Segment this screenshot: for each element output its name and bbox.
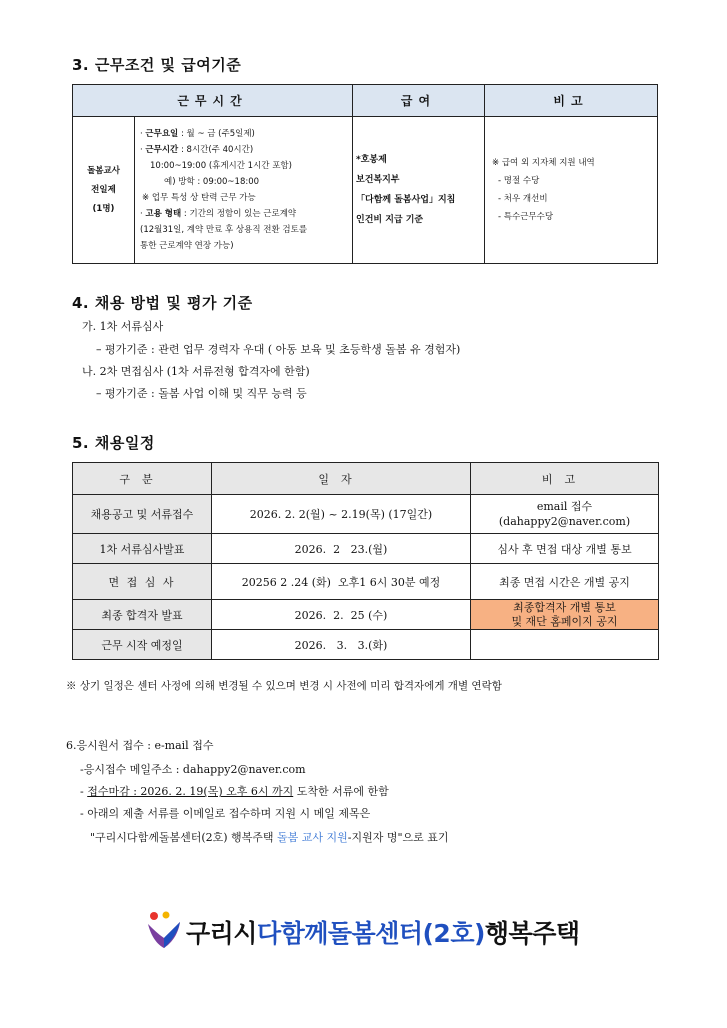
row-label: 1차 서류심사발표: [73, 534, 212, 564]
row-note-highlight: [471, 600, 659, 630]
vacation-hours: 예) 방학 : 09:00~18:00: [164, 177, 260, 187]
employment-label: 고용 형태: [145, 209, 182, 219]
header-remark: 비고: [471, 463, 659, 495]
role-type: 전일제: [91, 184, 116, 195]
note-line: - 처우 개선비: [498, 194, 548, 204]
row-note: 최종 면접 시간은 개별 공지: [471, 564, 659, 600]
title-format-part2: -지원자 명"으로 표기: [347, 831, 449, 844]
note-cell: [485, 117, 658, 264]
workdays-value: : 월 ~ 금 (주5일제): [178, 129, 255, 139]
title-format-highlight: 돌봄 교사 지원: [277, 831, 348, 844]
schedule-table: [72, 462, 659, 660]
eval-step-1-criteria: – 평가기준 : 관련 업무 경력자 우대 ( 아동 보육 및 초등학생 돌봄 유 경험자): [96, 343, 461, 356]
row-date: 20256 2 .24 (화) 오후1 6시 30분 예정: [212, 564, 471, 600]
workdays-line: · 근무요일 : 월 ~ 금 (주5일제): [140, 129, 255, 139]
table-row: [73, 117, 658, 264]
row-note: [471, 495, 659, 534]
logo-text: [186, 914, 580, 950]
email-address-line: -응시접수 메일주소 : dahappy2@naver.com: [80, 763, 306, 776]
row-date: 2026. 3. 3.(화): [212, 630, 471, 660]
flex-note: ※ 업무 특성 상 탄력 근무 가능: [142, 193, 256, 203]
table-header-row: [73, 463, 659, 495]
note-line-2: (dahappy2@naver.com): [498, 515, 631, 528]
table-row: [73, 534, 659, 564]
row-label: 채용공고 및 서류접수: [73, 495, 212, 534]
table-header-row: [73, 85, 658, 117]
logo-text-city: 구리시: [186, 919, 257, 948]
header-note: 비고: [485, 85, 658, 117]
note-line: - 특수근무수당: [498, 212, 554, 222]
pay-line: 보건복지부: [356, 175, 400, 185]
eval-step-1: 가. 1차 서류심사: [82, 320, 164, 333]
employment-line: · 고용 형태 : 기간의 정함이 있는 근로계약: [140, 209, 297, 219]
row-date: 2026. 2. 2(월) ~ 2.19(목) (17일간): [212, 495, 471, 534]
note-line: - 명절 수당: [498, 176, 540, 186]
work-conditions-table: [72, 84, 658, 264]
eval-step-2-criteria: – 평가기준 : 돌봄 사업 이해 및 직무 능력 등: [96, 387, 307, 400]
workdays-label: 근무요일: [145, 129, 179, 139]
employment-value: : 기간의 정함이 있는 근로계약: [181, 209, 297, 219]
table-row: [73, 564, 659, 600]
deadline-suffix: 도착한 서류에 한함: [293, 785, 389, 798]
work-hours-cell: [135, 117, 353, 264]
title-format-part1: "구리시다함께돌봄센터(2호) 행복주택: [90, 831, 278, 844]
pay-cell: [353, 117, 485, 264]
row-label: 근무 시작 예정일: [73, 630, 212, 660]
logo-heart-mark: [144, 910, 184, 950]
header-date: 일자: [212, 463, 471, 495]
pay-line: *호봉제: [356, 155, 387, 165]
note-line-2: 및 재단 홈페이지 공지: [511, 614, 618, 628]
table-row: [73, 600, 659, 630]
logo-text-housing: 행복주택: [484, 919, 580, 948]
section3-heading: 3. 근무조건 및 급여기준: [72, 56, 242, 74]
section5-heading: 5. 채용일정: [72, 434, 155, 452]
logo-text-center: 다함께돌봄센터(2호): [256, 919, 485, 948]
row-note-empty: [471, 630, 659, 660]
workhours-label: 근무시간: [145, 145, 179, 155]
note-line: ※ 급여 외 지자체 지원 내역: [492, 158, 595, 168]
row-note: 심사 후 면접 대상 개별 통보: [471, 534, 659, 564]
pay-line: 「다함께 돌봄사업」지침: [356, 195, 456, 205]
section4-heading: 4. 채용 방법 및 평가 기준: [72, 294, 253, 312]
row-label: 최종 합격자 발표: [73, 600, 212, 630]
row-date: 2026. 2 23.(월): [212, 534, 471, 564]
role-count: (1명): [92, 203, 115, 214]
workhours-line: · 근무시간 : 8시간(주 40시간): [140, 145, 254, 155]
deadline-prefix: -: [80, 785, 88, 798]
row-label: 면 접 심 사: [73, 564, 212, 600]
pay-line: 인건비 지급 기준: [356, 215, 424, 225]
header-category: 구분: [73, 463, 212, 495]
email-title-format: [90, 829, 449, 845]
hours-range: 10:00~19:00 (휴게시간 1시간 포함): [150, 161, 292, 171]
header-work-hours: 근무시간: [73, 85, 353, 117]
role-title: 돌봄교사: [87, 165, 120, 176]
deadline-line: [80, 783, 389, 799]
table-row: [73, 630, 659, 660]
row-date: 2026. 2. 25 (수): [212, 600, 471, 630]
note-line-1: 최종합격자 개별 통보: [513, 600, 616, 614]
submission-line: - 아래의 제출 서류를 이메일로 접수하며 지원 시 메일 제목은: [80, 807, 371, 820]
role-cell: [73, 117, 135, 264]
section6-heading: 6.응시원서 접수 : e-mail 접수: [66, 739, 214, 752]
contract-note-1: (12월31일, 계약 만료 후 상용직 전환 검토를: [140, 225, 308, 235]
note-line-1: email 접수: [536, 500, 593, 513]
deadline-emphasis: 접수마감 : 2026. 2. 19(목) 오후 6시 까지: [87, 785, 294, 798]
schedule-footnote: ※ 상기 일정은 센터 사정에 의해 변경될 수 있으며 변경 시 사전에 미리 합격자에게 개별 연락함: [66, 680, 502, 692]
contract-note-2: 통한 근로계약 연장 가능): [140, 241, 234, 251]
header-pay: 급여: [353, 85, 485, 117]
workhours-value: : 8시간(주 40시간): [178, 145, 254, 155]
table-row: [73, 495, 659, 534]
eval-step-2: 나. 2차 면접심사 (1차 서류전형 합격자에 한함): [82, 365, 310, 378]
